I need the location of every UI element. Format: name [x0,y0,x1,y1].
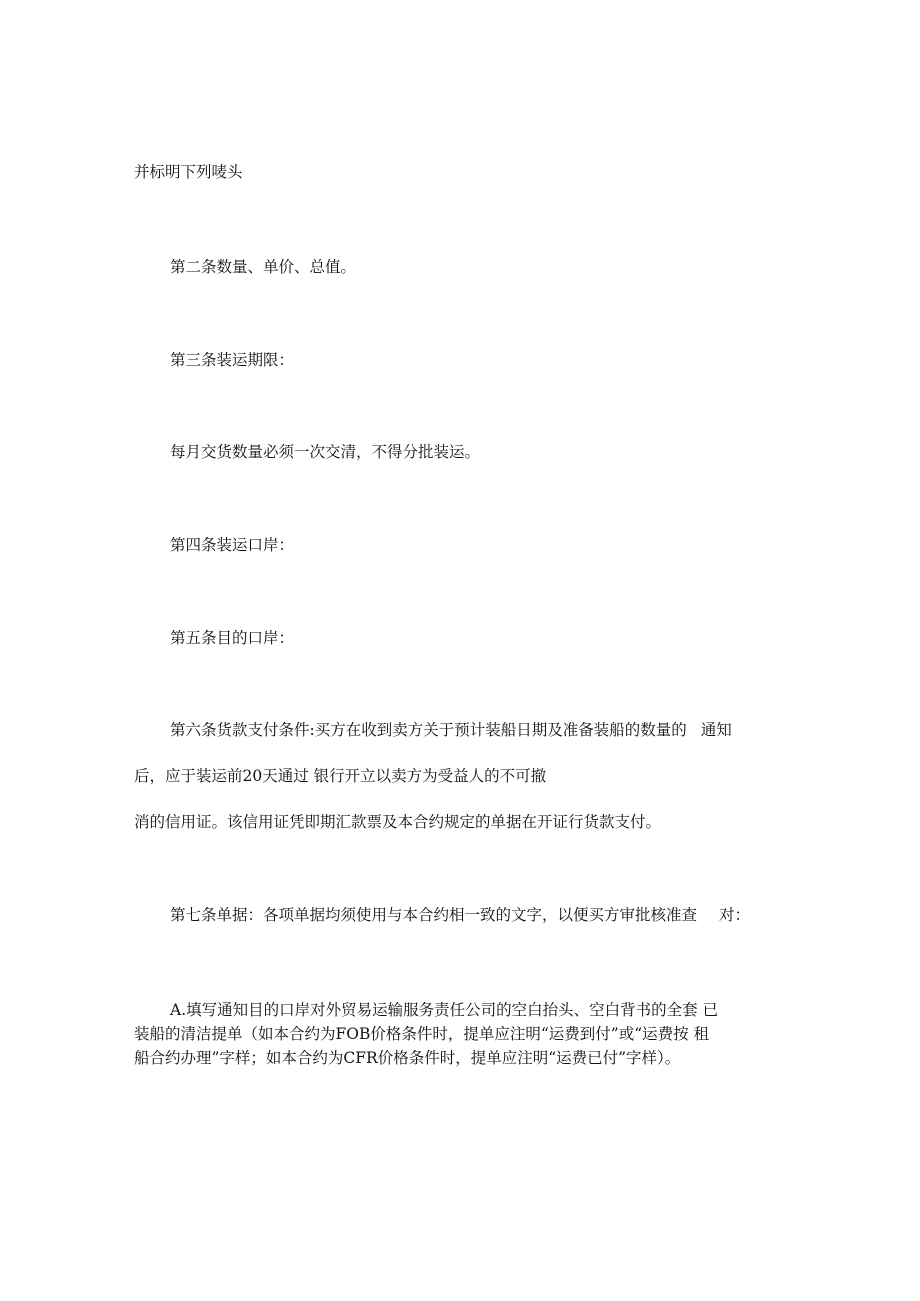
paragraph-a-line-1 [170,1000,718,1020]
clause-5-text: 第五条目的口岸： [170,629,295,647]
paragraph-a-text-1a: A.填写通知目的口岸对外贸易运输服务责任公司的空白抬头、空白背书的全套 [170,1001,698,1019]
paragraph-a-text-2a: 装船的清洁提单（如本合约为FOB价格条件时，提单应注明“运费到付”或“运费按 [134,1025,689,1043]
clause-6-text-a: 第六条货款支付条件:买方在收到卖方关于预计装船日期及准备装船的数量的 [170,721,687,739]
paragraph-a-text-1b: 已 [702,1001,719,1019]
clause-3-line [170,350,294,370]
clause-7-text-b: 对： [719,906,751,924]
clause-6-text-e: 消的信用证。该信用证凭即期汇款票及本合约规定的单据在开证行货款支付。 [134,813,662,831]
clause-4-line [170,535,294,555]
clause-5-line [170,628,294,648]
clause-6-line-1 [170,720,732,740]
clause-2-text: 第二条数量、单价、总值。 [170,258,357,276]
text-marks: 并标明下列唛头 [134,163,243,181]
paragraph-a-text-3: 船合约办理”字样；如本合约为CFR价格条件时，提单应注明“运费已付”字样）。 [134,1049,681,1067]
text-line-marks [134,162,243,182]
clause-7-line [170,905,750,925]
clause-2-line [170,257,356,277]
delivery-line [170,442,480,462]
clause-3-text: 第三条装运期限： [170,351,295,369]
clause-6-line-2 [134,766,546,786]
paragraph-a-line-2 [134,1024,709,1044]
delivery-text: 每月交货数量必须一次交清，不得分批装运。 [170,443,481,461]
clause-6-text-b: 通知 [700,721,732,739]
clause-6-line-3 [134,812,661,832]
paragraph-a-line-3 [134,1048,680,1068]
clause-7-text-a: 第七条单据：各项单据均须使用与本合约相一致的文字，以便买方审批核准查 [170,906,698,924]
clause-4-text: 第四条装运口岸： [170,536,295,554]
paragraph-a-text-2b: 租 [693,1025,710,1043]
clause-6-text-c: 后，应于装运前20天通过 [134,767,309,785]
clause-6-text-d: 银行开立以卖方为受益人的不可撤 [313,767,547,785]
